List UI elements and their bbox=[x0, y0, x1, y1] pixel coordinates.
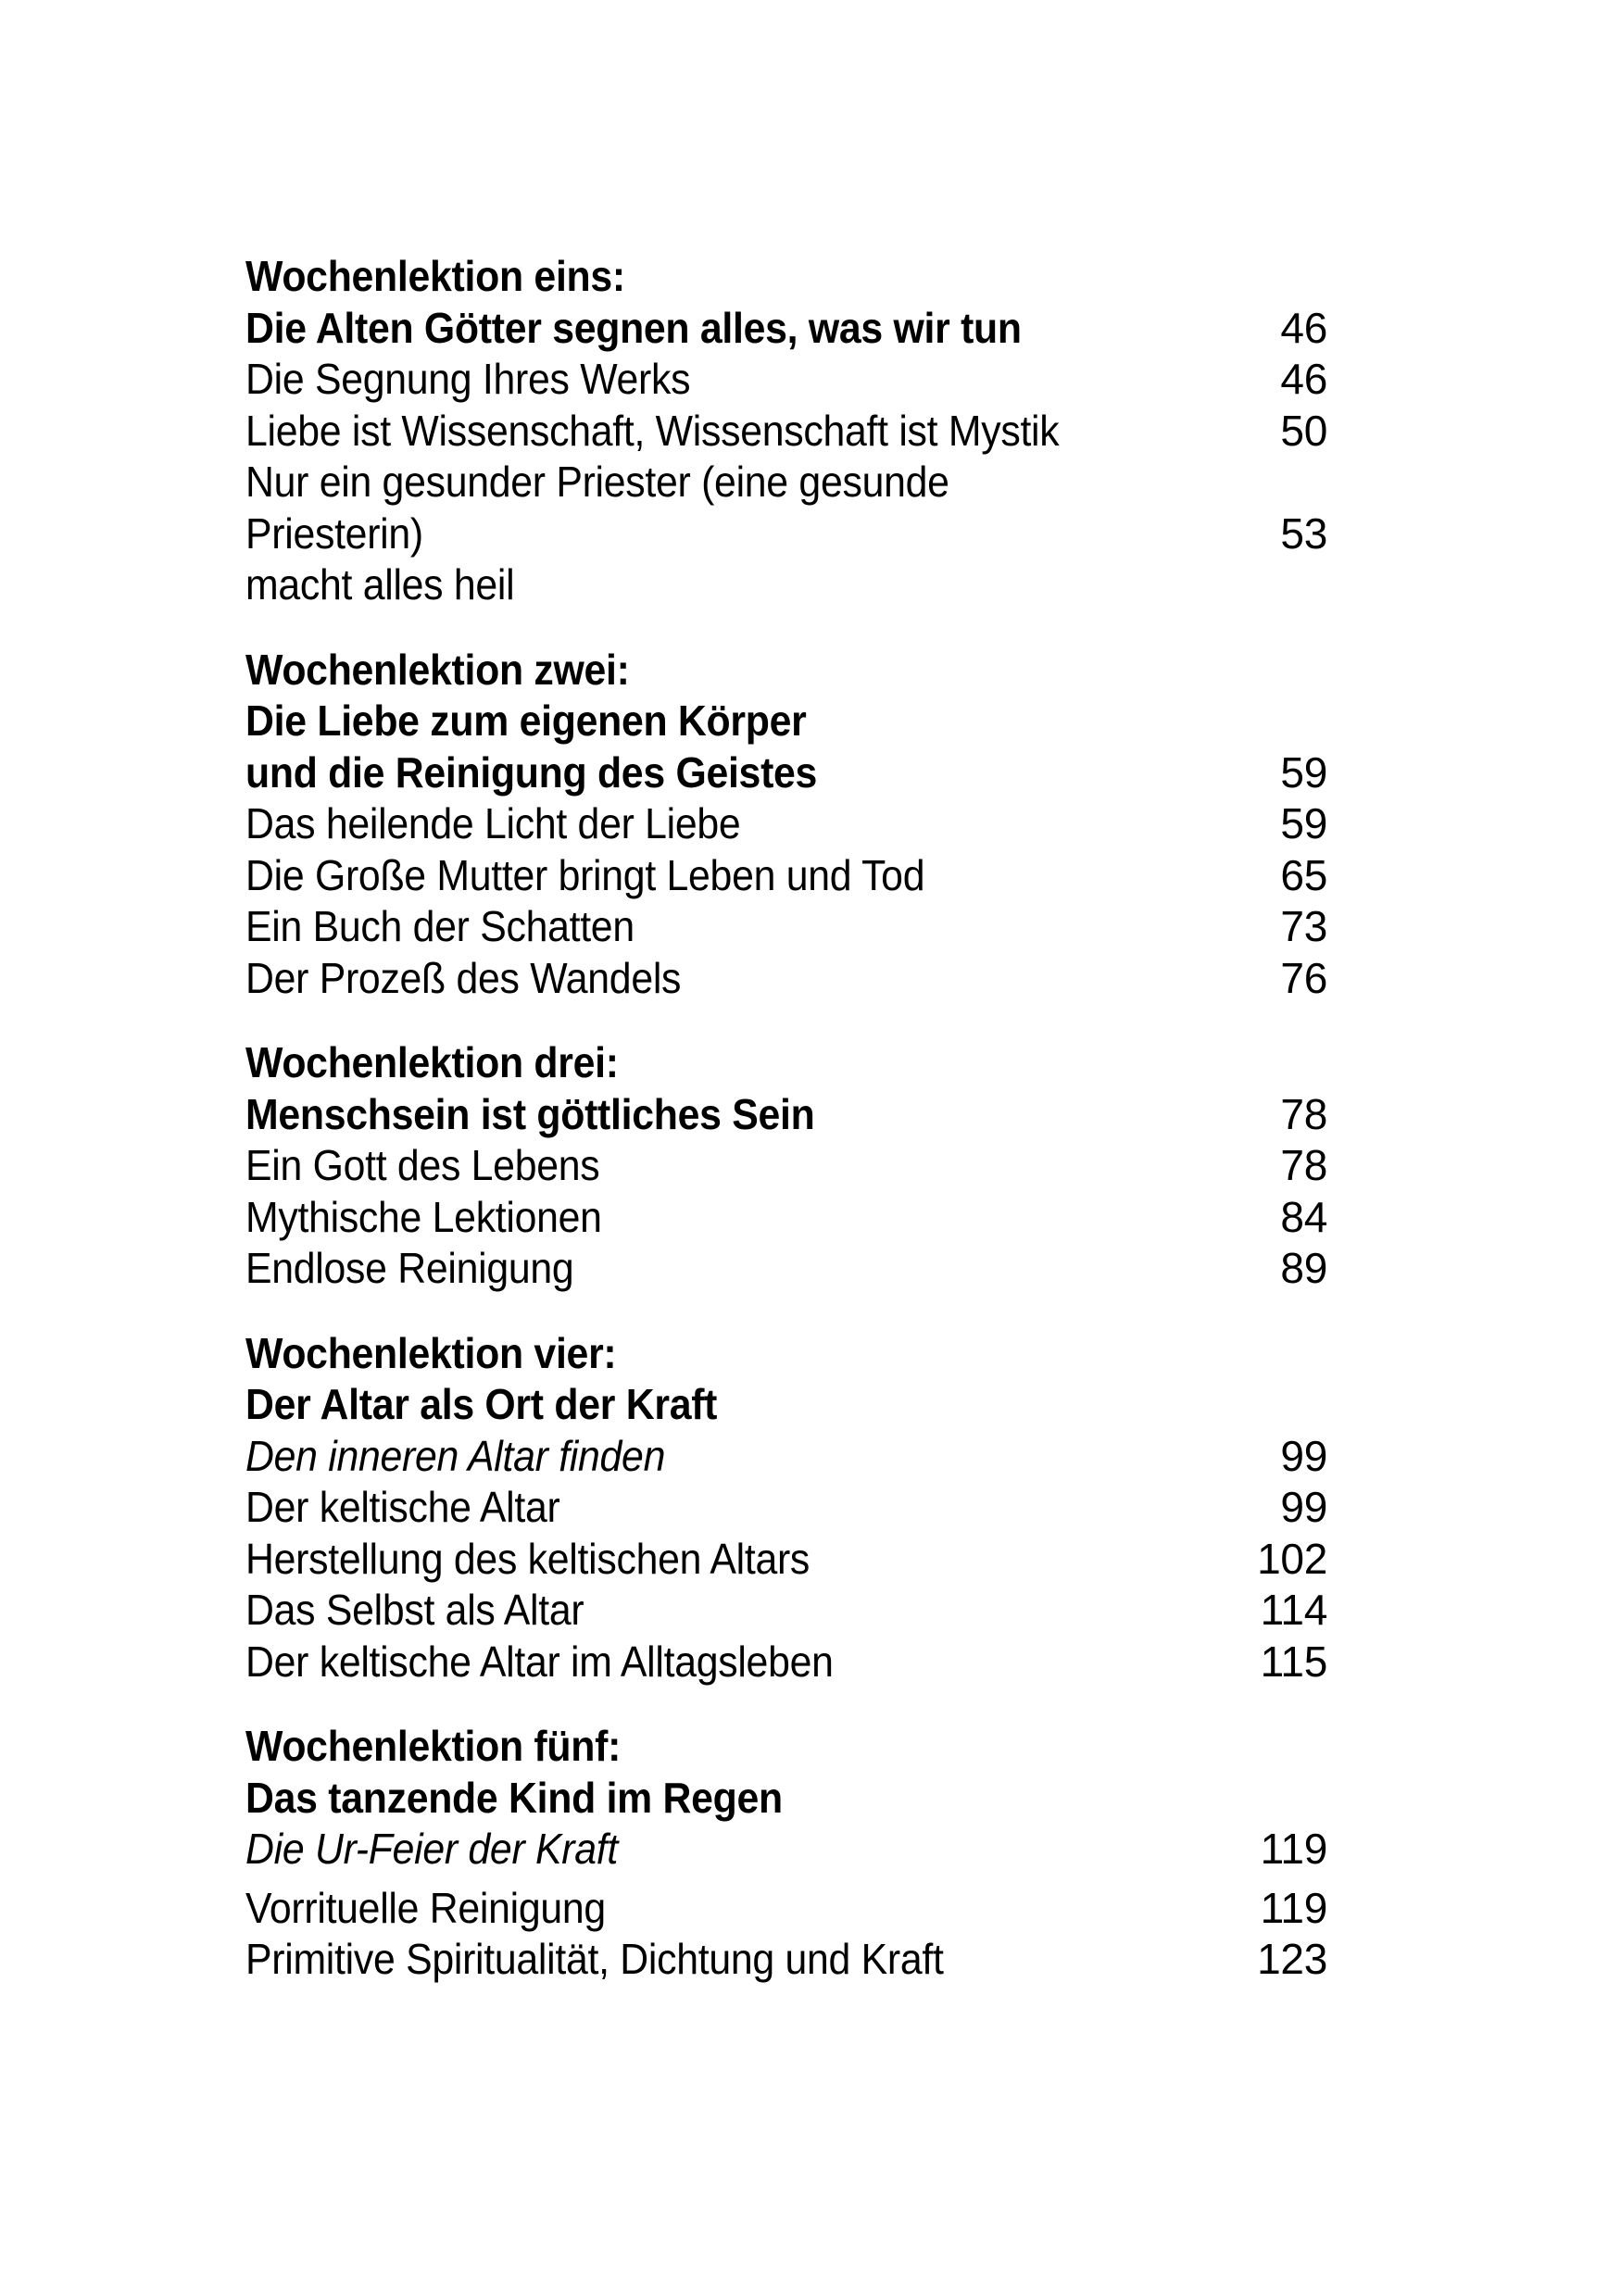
toc-row bbox=[245, 1379, 1327, 1431]
toc-entry-title: Die Ur-Feier der Kraft bbox=[245, 1825, 618, 1873]
toc-section bbox=[245, 251, 1327, 611]
toc-entry-title: Wochenlektion zwei: bbox=[245, 645, 630, 694]
toc-entry-page-number: 99 bbox=[1280, 1431, 1327, 1480]
toc-row bbox=[245, 1431, 1327, 1483]
toc-entry-title: Das heilende Licht der Liebe bbox=[245, 799, 741, 847]
toc-row bbox=[245, 1637, 1327, 1688]
toc-entry-title: Liebe ist Wissenschaft, Wissenschaft ist Mystik bbox=[245, 406, 1060, 455]
toc-row bbox=[245, 1534, 1327, 1586]
toc-section bbox=[245, 645, 1327, 1005]
toc-entry-title: Die Segnung Ihres Werks bbox=[245, 355, 691, 403]
toc-row bbox=[245, 251, 1327, 303]
toc-entry-page-number: 53 bbox=[1280, 508, 1327, 558]
toc-row bbox=[245, 1934, 1327, 1986]
toc-entry-page-number: 59 bbox=[1280, 799, 1327, 847]
toc-entry-page-number: 78 bbox=[1280, 1141, 1327, 1189]
toc-entry-page-number: 65 bbox=[1280, 850, 1327, 899]
toc-entry-page-number: 123 bbox=[1257, 1935, 1327, 1983]
toc-entry-title: Vorrituelle Reinigung bbox=[245, 1883, 606, 1932]
toc-entry-page-number: 115 bbox=[1260, 1637, 1327, 1686]
toc-row bbox=[245, 354, 1327, 406]
toc-row bbox=[245, 953, 1327, 1005]
toc-entry-title: Ein Buch der Schatten bbox=[245, 902, 635, 950]
toc-row bbox=[245, 1883, 1327, 1935]
toc-entry-title: Das Selbst als Altar bbox=[245, 1586, 584, 1634]
toc-entry-title: macht alles heil bbox=[245, 560, 515, 609]
toc-entry-page-number: 102 bbox=[1257, 1534, 1327, 1583]
toc-row bbox=[245, 1328, 1327, 1380]
toc-entry-title: Ein Gott des Lebens bbox=[245, 1141, 600, 1189]
toc-entry-page-number: 50 bbox=[1280, 406, 1327, 455]
toc-entry-page-number: 46 bbox=[1280, 303, 1327, 352]
toc-entry-page-number: 114 bbox=[1260, 1586, 1327, 1634]
toc-row bbox=[245, 1824, 1327, 1876]
toc-entry-title: Priesterin) bbox=[245, 508, 423, 558]
toc-row bbox=[245, 645, 1327, 696]
toc-entry-page-number: 59 bbox=[1280, 747, 1327, 797]
toc-entry-title: Den inneren Altar finden bbox=[245, 1431, 666, 1480]
toc-entry-title: und die Reinigung des Geistes bbox=[245, 747, 818, 797]
toc-entry-title: Wochenlektion eins: bbox=[245, 252, 625, 300]
toc-row bbox=[245, 1037, 1327, 1089]
toc-entry-title: Die Alten Götter segnen alles, was wir tun bbox=[245, 303, 1022, 352]
toc-entry-title: Die Liebe zum eigenen Körper bbox=[245, 696, 807, 745]
toc-entry-title: Endlose Reinigung bbox=[245, 1244, 574, 1292]
toc-row bbox=[245, 798, 1327, 850]
toc-entry-page-number: 99 bbox=[1280, 1483, 1327, 1531]
toc-entry-page-number: 78 bbox=[1280, 1089, 1327, 1138]
toc-entry-title: Wochenlektion drei: bbox=[245, 1038, 619, 1086]
toc-row bbox=[245, 850, 1327, 902]
toc-entry-title: Die Große Mutter bringt Leben und Tod bbox=[245, 850, 925, 899]
toc-section bbox=[245, 1037, 1327, 1295]
toc-entry-page-number: 73 bbox=[1280, 902, 1327, 950]
toc-entry-title: Wochenlektion vier: bbox=[245, 1328, 617, 1377]
toc-row bbox=[245, 406, 1327, 458]
toc-row bbox=[245, 1482, 1327, 1534]
toc-section bbox=[245, 1721, 1327, 1986]
toc-entry-page-number: 119 bbox=[1260, 1883, 1327, 1932]
toc-entry-title: Der keltische Altar im Alltagsleben bbox=[245, 1637, 834, 1686]
toc-entry-page-number: 46 bbox=[1280, 355, 1327, 403]
toc-row bbox=[245, 303, 1327, 355]
toc-entry-page-number: 84 bbox=[1280, 1192, 1327, 1241]
toc-row bbox=[245, 901, 1327, 953]
toc-entry-title: Nur ein gesunder Priester (eine gesunde bbox=[245, 458, 949, 506]
toc-row bbox=[245, 696, 1327, 747]
toc-section bbox=[245, 1328, 1327, 1688]
toc-row bbox=[245, 559, 1327, 611]
toc-row bbox=[245, 1192, 1327, 1244]
toc-entry-title: Wochenlektion fünf: bbox=[245, 1722, 622, 1770]
toc-entry-page-number: 76 bbox=[1280, 953, 1327, 1002]
toc-entry-title: Menschsein ist göttliches Sein bbox=[245, 1089, 815, 1138]
toc-entry-title: Herstellung des keltischen Altars bbox=[245, 1534, 810, 1583]
toc-row bbox=[245, 1773, 1327, 1825]
toc-entry-title: Mythische Lektionen bbox=[245, 1192, 602, 1241]
toc-row bbox=[245, 1089, 1327, 1141]
table-of-contents bbox=[245, 251, 1327, 1986]
toc-entry-page-number: 119 bbox=[1260, 1825, 1327, 1873]
toc-entry-title: Das tanzende Kind im Regen bbox=[245, 1773, 783, 1822]
toc-entry-page-number: 89 bbox=[1280, 1244, 1327, 1292]
toc-row bbox=[245, 508, 1327, 560]
toc-row bbox=[245, 1243, 1327, 1295]
toc-entry-title: Der Altar als Ort der Kraft bbox=[245, 1380, 718, 1428]
toc-entry-title: Der keltische Altar bbox=[245, 1483, 560, 1531]
toc-row bbox=[245, 1140, 1327, 1192]
toc-row bbox=[245, 457, 1327, 508]
toc-row bbox=[245, 1721, 1327, 1773]
toc-entry-title: Primitive Spiritualität, Dichtung und Kraft bbox=[245, 1935, 944, 1983]
toc-row bbox=[245, 747, 1327, 799]
toc-entry-title: Der Prozeß des Wandels bbox=[245, 953, 682, 1002]
toc-row bbox=[245, 1585, 1327, 1637]
